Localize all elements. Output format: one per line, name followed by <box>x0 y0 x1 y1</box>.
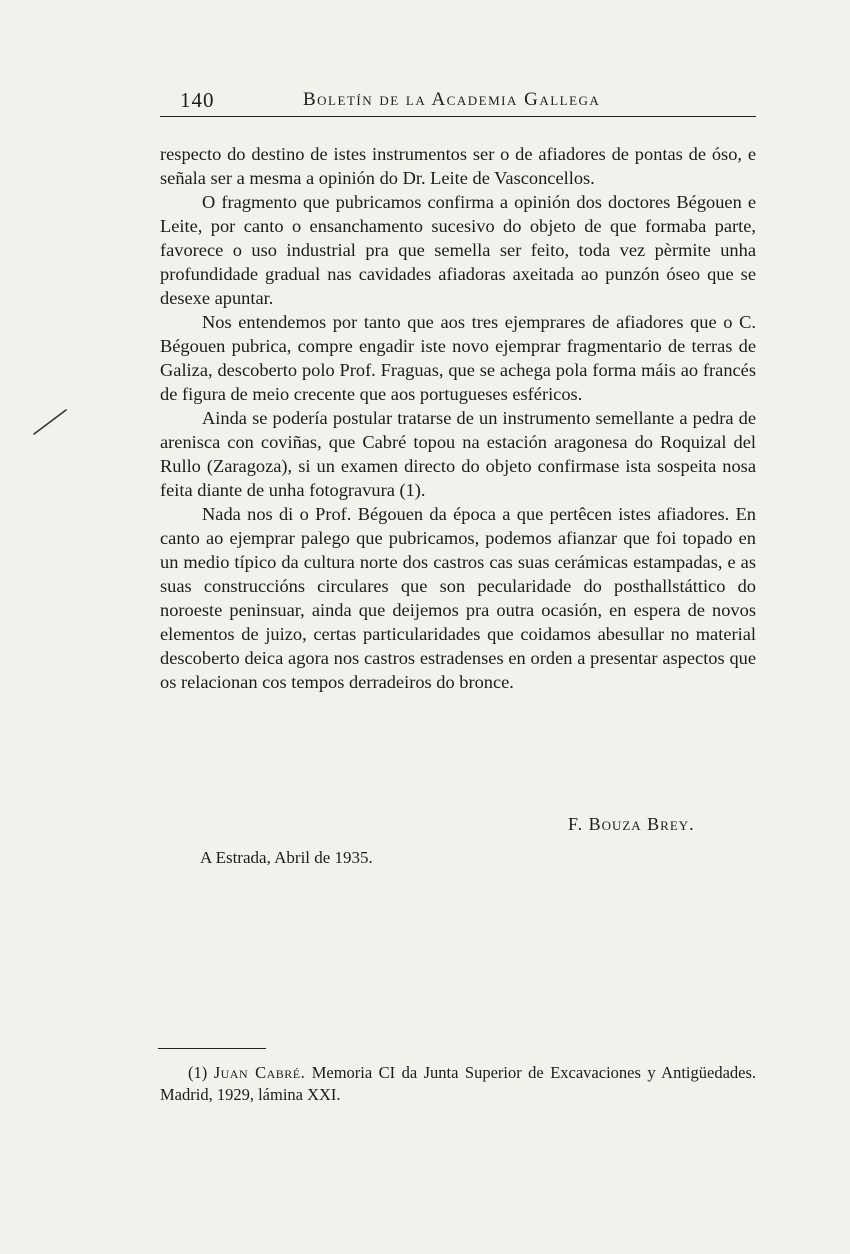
paragraph: Ainda se podería postular tratarse de un instrumento semellante a pedra de arenisca con coviñas, que Cabré topou na estación aragonesa do Roquizal del Rullo (Zaragoza), si un examen directo do objeto confirmase ista sospeita nosa feita diante de unha fotogravura (1). <box>160 408 756 500</box>
paragraph: respecto do destino de istes instrumentos ser o de afiadores de pontas de óso, e señala ser a mesma a opinión do Dr. Leite de Vasconcellos. <box>160 144 756 188</box>
author-signature: F. Bouza Brey. <box>568 814 695 834</box>
margin-pencil-mark <box>30 406 70 438</box>
footnote <box>160 1062 756 1106</box>
footnote-divider <box>158 1048 266 1049</box>
running-title: Boletín de la Academia Gallega <box>303 89 601 110</box>
footnote-author: Juan Cabré. <box>213 1063 306 1082</box>
paragraph: O fragmento que pubricamos confirma a opinión dos doctores Bégouen e Leite, por canto o ensanchamento sucesivo do objeto de que formaba parte, favorece o uso industrial pra que semella ser feito, toda vez pèrmite unha profundidade gradual nas cavidades afiadoras axeitada ao punzón óseo que se desexe apuntar. <box>160 192 756 308</box>
body-text <box>160 142 756 694</box>
footnote-marker: (1) <box>188 1063 208 1082</box>
paragraph: Nos entendemos por tanto que aos tres ejemprares de afiadores que o C. Bégouen pubrica, compre engadir iste novo ejemprar fragmentario de terras de Galiza, descoberto polo Prof. Fraguas, que se achega pola forma máis ao francés de figura de meio crecente que aos portugueses esféricos. <box>160 312 756 404</box>
page-header <box>160 88 756 117</box>
page-number: 140 <box>180 88 215 112</box>
paragraph: Nada nos di o Prof. Bégouen da época a que pertêcen istes afiadores. En canto ao ejemprar palego que pubricamos, podemos afianzar que foi topado en un medio típico da cultura norte dos castros cas suas cerámicas estampadas, e as suas construccións circulares que son pecularidade do posthallstáttico do noroeste peninsuar, ainda que deijemos pra outra ocasión, en espera de novos elementos de juizo, certas particularidades que coidamos abesullar no material descoberto deica agora nos castros estradenses en orden a presentar aspectos que os relacionan cos tempos derradeiros do bronce. <box>160 504 756 692</box>
place-date: A Estrada, Abril de 1935. <box>200 848 373 867</box>
footnote-text: Memoria CI da Junta Superior de Excavaciones y Antigüedades. Madrid, 1929, lámina XXI. <box>160 1063 757 1104</box>
